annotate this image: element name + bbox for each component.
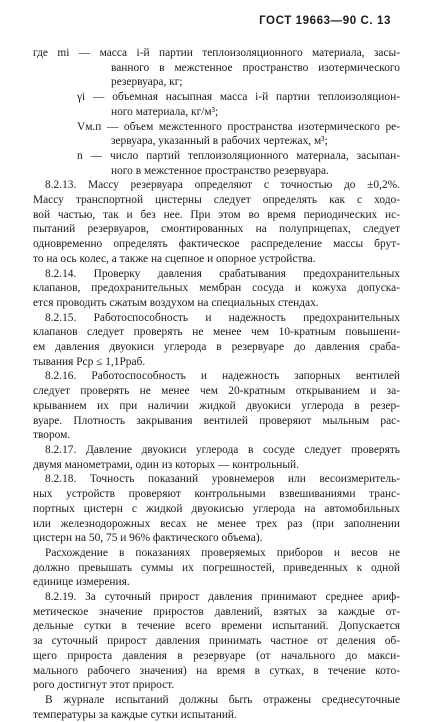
text-line: резервуара, кг; xyxy=(111,76,183,89)
text-line: γi — объемная насыпная масса i-й партии теплоизоляцион- xyxy=(77,91,400,104)
text-line: пытаний резервуаров, смонтированных на полуприцепах, следует xyxy=(33,223,400,236)
text-line: 8.2.15. Работоспособность и надежность предохранительных xyxy=(45,311,400,324)
text-line: температуры за каждые сутки испытаний. xyxy=(33,708,237,721)
body-text xyxy=(33,46,400,722)
text-line: где mi — масса i-й партии теплоизоляционного материала, засы- xyxy=(33,47,400,59)
text-line: портных цистерн с жидкой двуокисью углерода на автомобильных xyxy=(33,502,400,515)
text-line: n — число партий теплоизоляционного материала, засыпан- xyxy=(77,149,400,162)
text-line: должно превышать суммы их погрешностей, приведенных к одной xyxy=(33,561,400,574)
text-line: твором. xyxy=(33,429,71,442)
text-line: одновременно определять фактическое распределение массы брут- xyxy=(33,238,400,251)
text-line: 8.2.17. Давление двуокиси углерода в сосуде следует проверять xyxy=(45,443,400,456)
text-line: Vм.п — объем межстенного пространства изотермического ре- xyxy=(77,120,400,133)
text-line: В журнале испытаний должны быть отражены среднесуточные xyxy=(45,693,400,706)
text-line: клапанов, предохранительных мембран сосуда и кожуха допуска- xyxy=(33,282,400,295)
text-line: рого достигнут этот прирост. xyxy=(33,679,175,692)
text-line: щего прироста давления в резервуаре (от начального до макси- xyxy=(33,649,400,662)
text-line: дельные сутки в течение всего времени испытаний. Допускается xyxy=(33,620,400,633)
text-line: ных устройств проверяют контрольными взвешиваниями транс- xyxy=(33,488,400,501)
page-header: ГОСТ 19663—90 С. 13 xyxy=(259,15,391,27)
text-line: зервуара, указанный в рабочих чертежах, м³; xyxy=(111,135,328,148)
text-line: 8.2.13. Массу резервуара определяют с точностью до ±0,2%. xyxy=(45,179,400,192)
text-line: ем давления двуокиси углерода в резервуаре до давления сраба- xyxy=(33,341,400,354)
text-line: ется проводить сжатым воздухом на специальных стендах. xyxy=(33,296,319,309)
text-line: следует проверять не менее чем 20-кратным открыванием и за- xyxy=(33,385,400,398)
text-line: 8.2.14. Проверку давления срабатывания предохранительных xyxy=(45,267,400,280)
text-line: метическое значение приростов давлений, взятых за каждые от- xyxy=(33,605,400,618)
text-line: Расхождение в показаниях проверяемых приборов и весов не xyxy=(45,546,400,559)
text-line: 8.2.19. За суточный прирост давления принимают среднее ариф- xyxy=(45,591,400,604)
text-line: за суточный прирост давления принимать частное от деления об- xyxy=(33,635,400,648)
text-line: цистерн на 50, 75 и 96% фактического объема). xyxy=(33,532,263,545)
text-line: 8.2.16. Работоспособность и надежность запорных вентилей xyxy=(45,370,400,383)
text-line: Массу транспортной цистерны следует определять как с ходо- xyxy=(33,194,400,207)
text-line: клапанов следует проверять не менее чем 10-кратным повышени- xyxy=(33,326,400,339)
text-line: то на ось колес, а также на сцепное и опорное устройства. xyxy=(33,252,316,265)
text-line: мального рабочего значения) на время в сутках, в течение кото- xyxy=(33,664,400,677)
text-line: 8.2.18. Точность показаний уровнемеров или весоизмеритель- xyxy=(45,473,400,486)
text-line: или железнодорожных весах не менее трех раз (при заполнении xyxy=(33,517,400,530)
text-line: ванного в межстенное пространство изотермического xyxy=(111,61,400,74)
text-line: вуаре. Плотность закрывания вентилей проверяют мыльным рас- xyxy=(33,414,400,427)
text-line: крыванием их при наличии жидкой двуокиси углерода в резер- xyxy=(33,399,400,412)
text-line: двумя манометрами, один из которых — контрольный. xyxy=(33,458,299,471)
text-line: ного материала, кг/м³; xyxy=(111,105,219,118)
text-line: единице измерения. xyxy=(33,576,130,589)
text-line: тывания Pср ≤ 1,1Pраб. xyxy=(33,355,146,368)
text-line: вой частью, так и без нее. При этом во время периодических ис- xyxy=(33,208,400,221)
text-line: ного в межстенное пространство резервуара. xyxy=(111,164,329,177)
